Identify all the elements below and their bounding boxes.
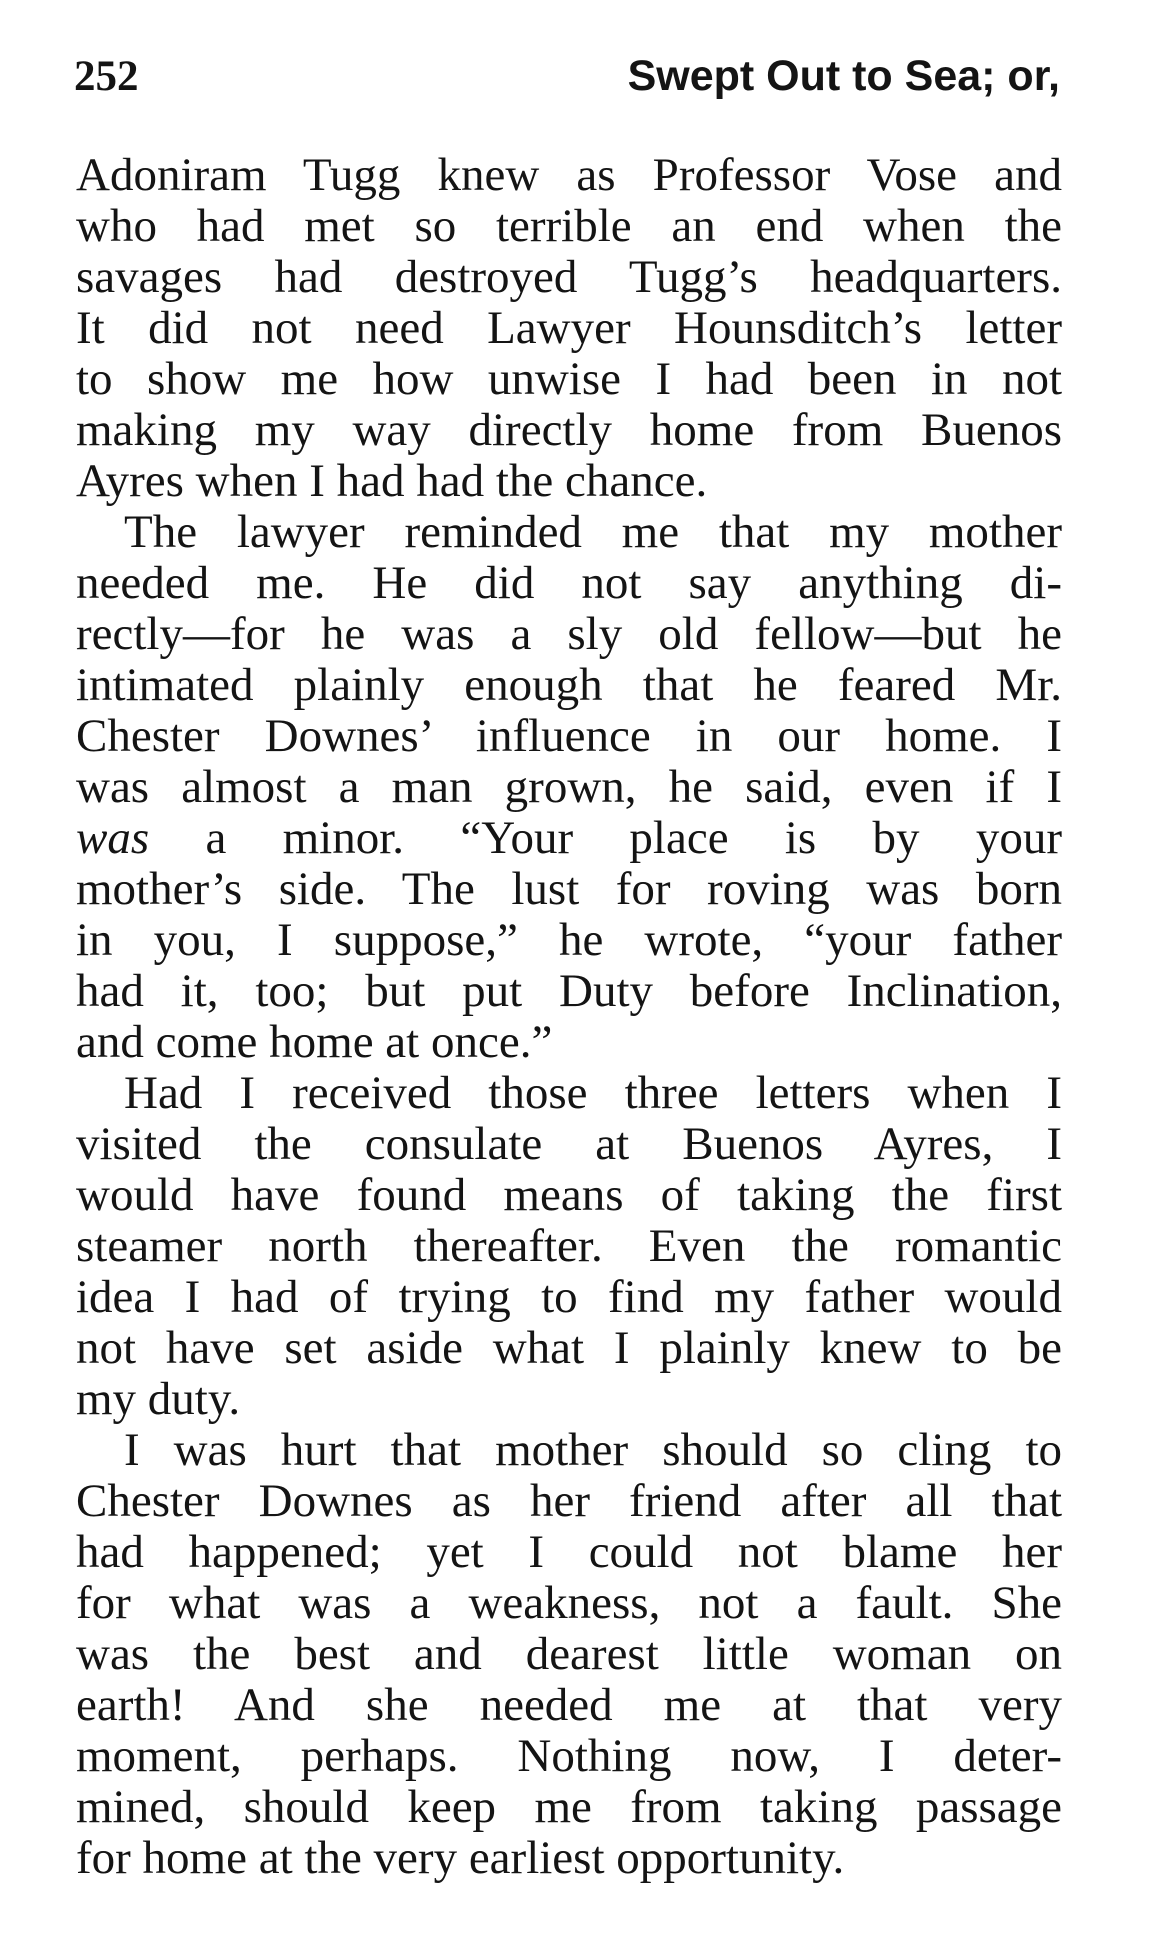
text-line: was the best and dearest little woman on	[76, 1628, 1062, 1680]
text-line: in you, I suppose,” he wrote, “your father	[76, 914, 1062, 966]
text-line: and come home at once.”	[76, 1016, 553, 1068]
text-line: mother’s side. The lust for roving was born	[76, 863, 1062, 915]
text-line: mined, should keep me from taking passage	[76, 1781, 1062, 1833]
text-line: visited the consulate at Buenos Ayres, I	[76, 1118, 1062, 1170]
text-line: savages had destroyed Tugg’s headquarters.	[76, 251, 1062, 303]
text-line: steamer north thereafter. Even the romantic	[76, 1220, 1062, 1272]
text-line: would have found means of taking the first	[76, 1169, 1062, 1221]
text-line: Chester Downes as her friend after all that	[76, 1475, 1062, 1527]
text-line: had it, too; but put Duty before Inclination,	[76, 965, 1062, 1017]
text-line: Had I received those three letters when I	[124, 1067, 1062, 1119]
text-line: my duty.	[76, 1373, 241, 1425]
text-line: making my way directly home from Buenos	[76, 404, 1062, 456]
text-line: not have set aside what I plainly knew to be	[76, 1322, 1062, 1374]
body-text	[76, 150, 1062, 1884]
text-line: rectly—for he was a sly old fellow—but he	[76, 608, 1062, 660]
text-line: earth! And she needed me at that very	[76, 1679, 1062, 1731]
text-line: needed me. He did not say anything di-	[76, 557, 1062, 609]
text-line: was almost a man grown, he said, even if I	[76, 761, 1062, 813]
text-line: The lawyer reminded me that my mother	[124, 506, 1062, 558]
text-line: had happened; yet I could not blame her	[76, 1526, 1062, 1578]
text-line: idea I had of trying to find my father would	[76, 1271, 1062, 1323]
text-line: intimated plainly enough that he feared Mr.	[76, 659, 1062, 711]
text-line: for what was a weakness, not a fault. She	[76, 1577, 1062, 1629]
text-line: for home at the very earliest opportunity.	[76, 1832, 845, 1884]
page-header	[74, 52, 1060, 112]
text-line: Ayres when I had had the chance.	[76, 455, 708, 507]
text-line: Chester Downes’ influence in our home. I	[76, 710, 1062, 762]
running-head: Swept Out to Sea; or,	[627, 52, 1060, 100]
text-line: was a minor. “Your place is by your	[76, 812, 1062, 864]
text-line: I was hurt that mother should so cling to	[124, 1424, 1062, 1476]
text-line: who had met so terrible an end when the	[76, 200, 1062, 252]
text-line: It did not need Lawyer Hounsditch’s letter	[76, 302, 1062, 354]
text-line: Adoniram Tugg knew as Professor Vose and	[76, 149, 1062, 201]
text-line: to show me how unwise I had been in not	[76, 353, 1062, 405]
text-line: moment, perhaps. Nothing now, I deter-	[76, 1730, 1062, 1782]
italic-word: was	[76, 812, 150, 864]
page-number: 252	[74, 53, 139, 100]
